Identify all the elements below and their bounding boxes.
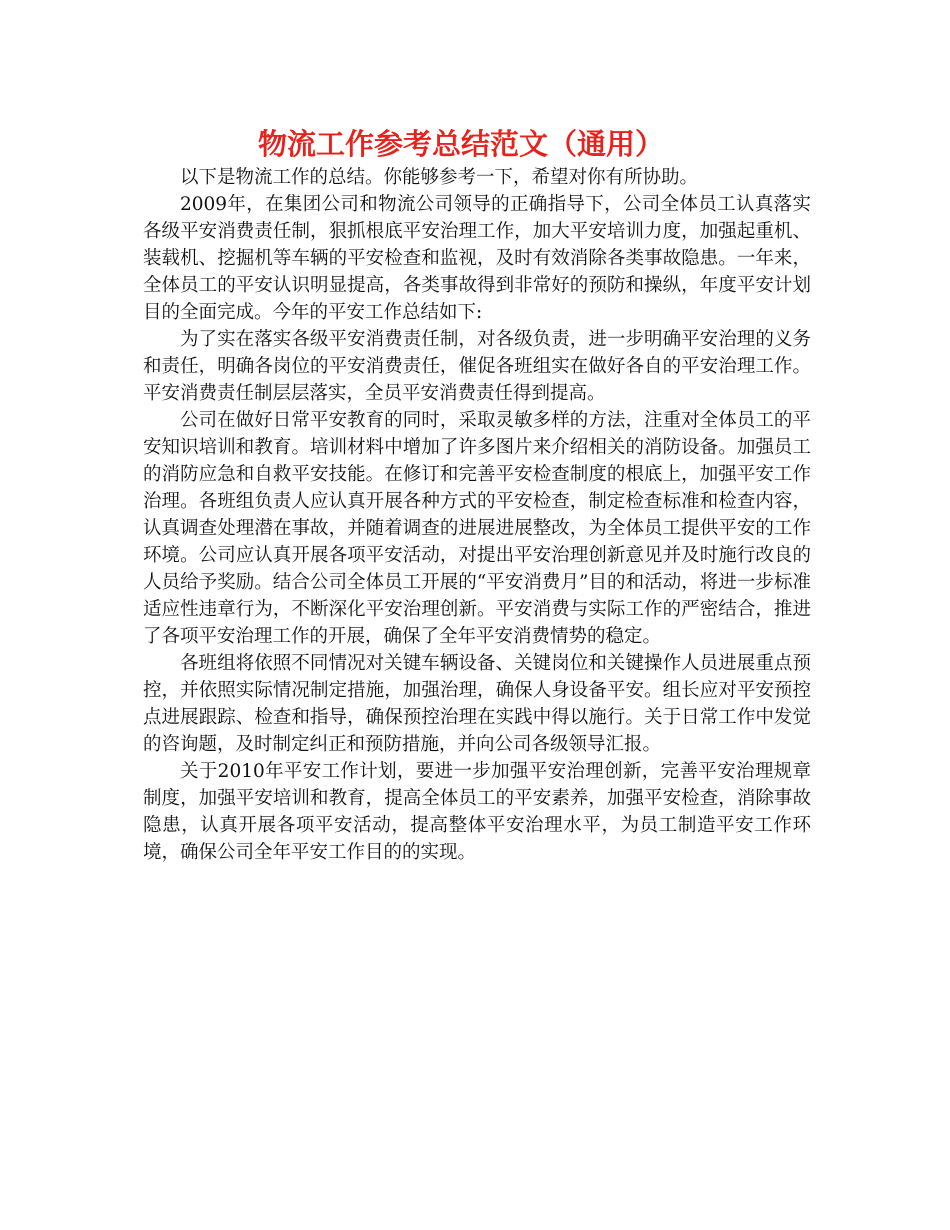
document-body xyxy=(143,164,811,866)
paragraph-training: 公司在做好日常平安教育的同时，采取灵敏多样的方法，注重对全体员工的平安知识培训和教育。培训材料中增加了许多图片来介绍相关的消防设备。加强员工的消防应急和自救平安技能。在修订和完善平安检查制度的根底上，加强平安工作治理。各班组负责人应认真开展各种方式的平安检查，制定检查标准和检查内容，认真调查处理潜在事故，并随着调查的进展进展整改，为全体员工提供平安的工作环境。公司应认真开展各项平安活动，对提出平安治理创新意见并及时施行改良的人员给予奖励。结合公司全体员工开展的“平安消费月”目的和活动，将进一步标准适应性违章行为，不断深化平安治理创新。平安消费与实际工作的严密结合，推进了各项平安治理工作的开展，确保了全年平安消费情势的稳定。 xyxy=(143,410,811,647)
paragraph-2010-plan: 关于2010年平安工作计划，要进一步加强平安治理创新，完善平安治理规章制度，加强平安培训和教育，提高全体员工的平安素养，加强平安检查，消除事故隐患，认真开展各项平安活动，提高整体平安治理水平，为员工制造平安工作环境，确保公司全年平安工作目的的实现。 xyxy=(143,761,811,863)
document-title: 物流工作参考总结范文（通用） xyxy=(257,127,664,161)
paragraph-2009-overview: 2009年，在集团公司和物流公司领导的正确指导下，公司全体员工认真落实各级平安消费责任制，狠抓根底平安治理工作，加大平安培训力度，加强起重机、装载机、挖掘机等车辆的平安检查和监视，及时有效消除各类事故隐患。一年来，全体员工的平安认识明显提高，各类事故得到非常好的预防和操纵，年度平安计划目的全面完成。今年的平安工作总结如下: xyxy=(143,194,811,323)
paragraph-responsibility: 为了实在落实各级平安消费责任制，对各级负责，进一步明确平安治理的义务和责任，明确各岗位的平安消费责任，催促各班组实在做好各自的平安治理工作。平安消费责任制层层落实，全员平安消费责任得到提高。 xyxy=(143,329,811,404)
paragraph-prevention: 各班组将依照不同情况对关键车辆设备、关键岗位和关键操作人员进展重点预控，并依照实际情况制定措施，加强治理，确保人身设备平安。组长应对平安预控点进展跟踪、检查和指导，确保预控治理在实践中得以施行。关于日常工作中发觉的咨询题，及时制定纠正和预防措施，并向公司各级领导汇报。 xyxy=(143,653,811,755)
paragraph-intro: 以下是物流工作的总结。你能够参考一下，希望对你有所协助。 xyxy=(180,167,699,188)
